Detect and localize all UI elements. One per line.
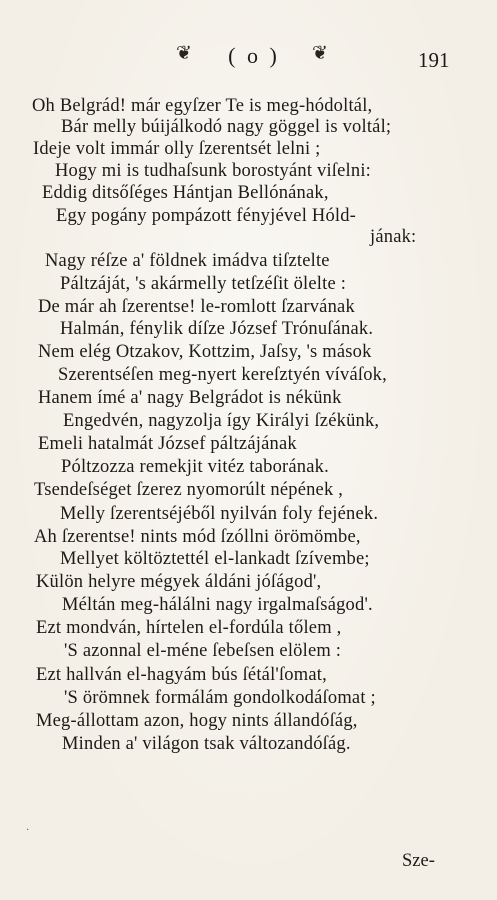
poem-line: Oh Belgrád! már egyſzer Te is meg-hódoltál, bbox=[32, 96, 373, 116]
ornament-left-icon: ❦ bbox=[176, 43, 192, 64]
poem-line: Emeli hatalmát József páltzájának bbox=[38, 434, 297, 454]
poem-line: Hogy mi is tudhaſsunk borostyánt viſelni: bbox=[55, 161, 372, 181]
poem-line: Hanem ímé a' nagy Belgrádot is nékünk bbox=[38, 388, 342, 408]
poem-line: Nem elég Otzakov, Kottzim, Jaſsy, 's mások bbox=[38, 342, 372, 362]
poem-line: Méltán meg-hálálni nagy irgalmaſságod'. bbox=[62, 595, 373, 615]
poem-line: Eddig ditsőſéges Hántjan Bellónának, bbox=[42, 183, 329, 203]
poem-line: Páltzáját, 's akármelly tetſzéſit ölelte : bbox=[60, 274, 347, 294]
poem-line: Ezt hallván el-hagyám bús ſétál'ſomat, bbox=[36, 665, 327, 685]
poem-line: Ah ſzerentse! nints mód ſzóllni örömömbe, bbox=[34, 527, 361, 547]
poem-line: Bár melly búijálkodó nagy göggel is voltál; bbox=[61, 117, 392, 137]
poem-line: 'S azonnal el-méne ſebeſsen elölem : bbox=[64, 641, 342, 661]
poem-line: Halmán, fénylik díſze József Trónuſának. bbox=[60, 319, 374, 339]
poem-line: Külön helyre mégyek áldáni jóſágod', bbox=[36, 572, 322, 592]
poem-line: De már ah ſzerentse! le-romlott ſzarvának bbox=[38, 297, 355, 317]
poem-line: Ezt mondván, hírtelen el-fordúla tőlem , bbox=[36, 618, 342, 638]
poem-line: Póltzozza remekjit vitéz taborának. bbox=[61, 457, 329, 477]
catchword: Sze- bbox=[402, 851, 435, 871]
margin-mark: · bbox=[26, 825, 30, 836]
poem-line: Engedvén, nagyzolja így Királyi ſzékünk, bbox=[63, 411, 380, 431]
poem-line: Mellyet költöztettél el-lankadt ſzívembe; bbox=[60, 549, 370, 569]
poem-line: jának: bbox=[370, 227, 417, 247]
poem-line: Melly ſzerentséjéből nyilván foly fejének. bbox=[60, 504, 379, 524]
poem-line: Minden a' világon tsak változandóſág. bbox=[62, 734, 351, 754]
poem-line: Ideje volt immár olly ſzerentsét lelni ; bbox=[33, 139, 321, 159]
page-header bbox=[0, 40, 497, 80]
poem-line: Nagy réſze a' földnek imádva tiſztelte bbox=[45, 251, 330, 271]
poem-line: Szerentséſen meg-nyert kereſztyén víváſok, bbox=[58, 365, 387, 385]
ornament-right-icon: ❦ bbox=[312, 43, 328, 64]
poem-line: Tsendeſséget ſzerez nyomorúlt népének , bbox=[34, 480, 344, 500]
poem-line: Egy pogány pompázott fényjével Hóld- bbox=[56, 206, 357, 226]
poem-line: 'S örömnek formálám gondolkodáſomat ; bbox=[64, 688, 376, 708]
poem-line: Meg-állottam azon, hogy nints állandóſág, bbox=[36, 711, 358, 731]
page-number: 191 bbox=[418, 48, 450, 72]
header-mark: ( o ) bbox=[228, 43, 280, 68]
